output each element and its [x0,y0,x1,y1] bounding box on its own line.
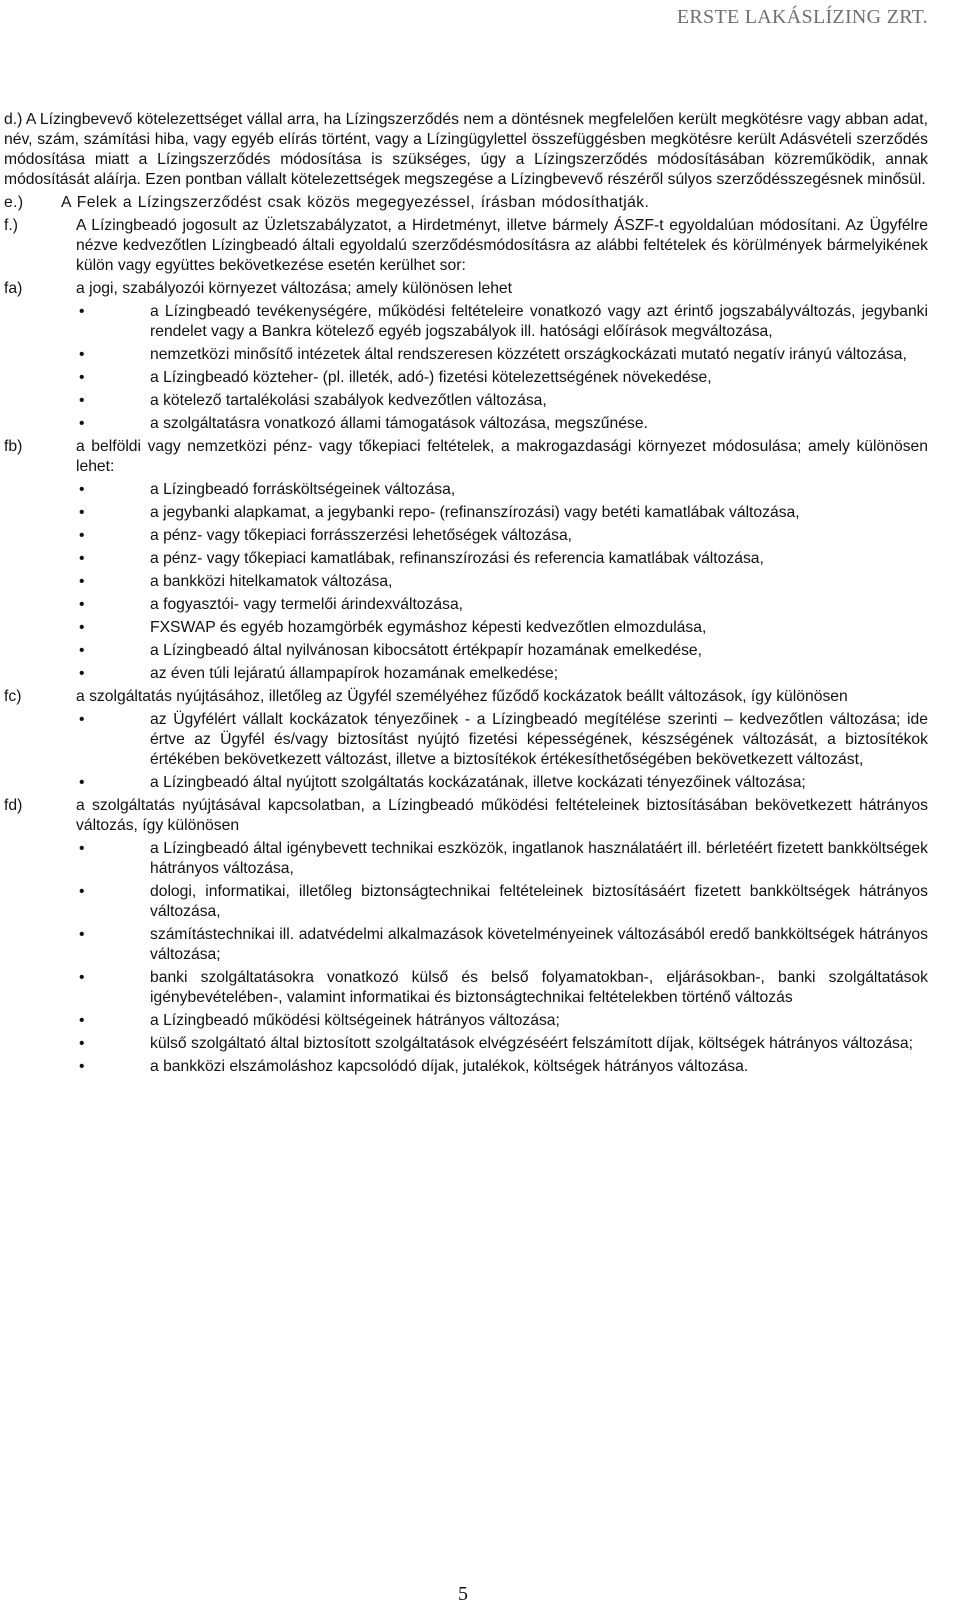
list-item: • banki szolgáltatásokra vonatkozó külső és belső folyamatokban-, eljárásokban-, banki szolgáltatások igénybevételében-, valamint informatikai és biztonságtechnikai feltételekben történő változás [79,969,928,1006]
list-item: • a fogyasztói- vagy termelői árindexváltozása, [79,596,464,613]
list-item: • a pénz- vagy tőkepiaci kamatlábak, refinanszírozási és referencia kamatlábak változása, [79,550,764,567]
bullet-icon: • [79,596,85,613]
section-e-label: e.) [4,194,24,211]
bullet-icon: • [79,665,85,682]
section-fb-intro: a belföldi vagy nemzetközi pénz- vagy tőkepiaci feltételek, a makrogazdasági környezet módosulása; amely különösen lehet: [76,438,928,475]
section-fd-label: fd) [4,797,23,814]
list-item: • nemzetközi minősítő intézetek által rendszeresen közzétett országkockázati mutató negatív irányú változása, [79,346,907,363]
bullet-icon: • [79,573,85,590]
bullet-icon: • [79,550,85,567]
section-fb [4,437,928,477]
section-f-text: A Lízingbeadó jogosult az Üzletszabályzatot, a Hirdetményt, illetve bármely ÁSZF-t egyoldalúan módosítani. Az Ügyfélre nézve kedvezőtlen Lízingbeadó általi egyoldalú szerződésmódosításra az alábbi feltételek és körülmények bármelyikének külön vagy együttes bekövetkezése esetén kerülhet sor: [76,217,928,274]
bullet-icon: • [79,369,85,386]
bullet-icon: • [79,1035,85,1052]
bullet-icon: • [79,415,85,432]
section-f [4,216,928,276]
bullet-icon: • [79,840,85,857]
list-item: • a Lízingbeadó által igénybevett technikai eszközök, ingatlanok használatáért ill. bérletéért fizetett bankköltségek hátrányos változása, [79,840,928,877]
bullet-icon: • [79,527,85,544]
bullet-icon: • [79,1058,85,1075]
section-fc-label: fc) [4,688,22,705]
list-item: • a Lízingbeadó által nyilvánosan kibocsátott értékpapír hozamának emelkedése, [79,642,703,659]
bullet-icon: • [79,774,85,791]
list-item: • FXSWAP és egyéb hozamgörbék egymáshoz képesti kedvezőtlen elmozdulása, [79,619,707,636]
list-item: • dologi, informatikai, illetőleg biztonságtechnikai feltételeinek biztosításáért fizetett bankköltségek hátrányos változása, [79,883,928,920]
bullet-icon: • [79,303,85,320]
section-fd [4,796,928,836]
list-item: • a szolgáltatásra vonatkozó állami támogatások változása, megszűnése. [79,415,648,432]
section-fa-list [4,302,928,434]
section-fd-intro: a szolgáltatás nyújtásával kapcsolatban, a Lízingbeadó működési feltételeinek biztosításában bekövetkezett hátrányos változás, így különösen [76,797,928,834]
section-fc-intro: a szolgáltatás nyújtásához, illetőleg az Ügyfél személyéhez fűződő kockázatok beállt változások, így különösen [76,688,848,705]
bullet-icon: • [79,883,85,900]
bullet-icon: • [79,969,85,986]
document-body [4,110,928,1080]
list-item: • a Lízingbeadó forrásköltségeinek változása, [79,481,456,498]
section-d-paragraph: d.) A Lízingbevevő kötelezettséget vállal arra, ha Lízingszerződés nem a döntésnek megfelelően került megkötésre vagy abban adat, név, szám, számítási hiba, vagy egyéb elírás történt, vagy a Lízingügylettel összefüggésben megkötésre került Adásvételi szerződés módosítása miatt a Lízingszerződés módosítása is szükséges, úgy a Lízingszerződés módosításában közreműködik, annak módosítását aláírja. Ezen pontban vállalt kötelezettségek megszegése a Lízingbevevő részéről súlyos szerződésszegésnek minősül. [4,111,928,188]
list-item: • a bankközi elszámoláshoz kapcsolódó díjak, jutalékok, költségek hátrányos változása. [79,1058,749,1075]
list-item: • a Lízingbeadó működési költségeinek hátrányos változása; [79,1012,560,1029]
bullet-icon: • [79,504,85,521]
list-item: • a Lízingbeadó tevékenységére, működési feltételeire vonatkozó vagy azt érintő jogszabályváltozás, jegybanki rendelet vagy a Bankra kötelező egyéb jogszabályok ill. hatósági előírások megváltozása, [79,303,928,340]
list-item: • a jegybanki alapkamat, a jegybanki repo- (refinanszírozási) vagy betéti kamatlábak változása, [79,504,800,521]
list-item: • külső szolgáltató által biztosított szolgáltatások elvégzéséért felszámított díjak, költségek hátrányos változása; [79,1035,913,1052]
list-item: • számítástechnikai ill. adatvédelmi alkalmazások követelményeinek változásából eredő bankköltségek hátrányos változása; [79,926,928,963]
bullet-icon: • [79,1012,85,1029]
section-fc-list [4,710,928,793]
list-item: • az Ügyfélért vállalt kockázatok tényezőinek - a Lízingbeadó megítélése szerinti – kedvezőtlen változása; ide értve az Ügyfél és/vagy biztosítást nyújtó fizetési képességének, készségének változását, a biztosítékok értékében bekövetkezett változást, illetve a biztosítékok értékesíthetőségében bekövetkezett változást, [79,711,928,768]
section-fd-list [4,839,928,1077]
bullet-icon: • [79,619,85,636]
list-item: • az éven túli lejáratú állampapírok hozamának emelkedése; [79,665,559,682]
bullet-icon: • [79,346,85,363]
section-fa-label: fa) [4,280,23,297]
bullet-icon: • [79,392,85,409]
section-e-text: A Felek a Lízingszerződést csak közös megegyezéssel, írásban módosíthatják. [61,194,650,211]
section-fc [4,687,928,707]
bullet-icon: • [79,926,85,943]
list-item: • a kötelező tartalékolási szabályok kedvezőtlen változása, [79,392,547,409]
list-item: • a Lízingbeadó közteher- (pl. illeték, adó-) fizetési kötelezettségének növekedése, [79,369,712,386]
section-fa-intro: a jogi, szabályozói környezet változása; amely különösen lehet [76,280,513,297]
list-item: • a bankközi hitelkamatok változása, [79,573,393,590]
section-f-label: f.) [4,217,18,234]
section-e [4,193,928,213]
bullet-icon: • [79,711,85,728]
section-fb-label: fb) [4,438,23,455]
company-header: ERSTE LAKÁSLÍZING ZRT. [676,6,928,28]
bullet-icon: • [79,481,85,498]
page-number: 5 [458,1583,468,1605]
section-fa [4,279,928,299]
bullet-icon: • [79,642,85,659]
list-item: • a Lízingbeadó által nyújtott szolgáltatás kockázatának, illetve kockázati tényezőinek változása; [79,774,806,791]
section-fb-list [4,480,928,684]
list-item: • a pénz- vagy tőkepiaci forrásszerzési lehetőségek változása, [79,527,573,544]
